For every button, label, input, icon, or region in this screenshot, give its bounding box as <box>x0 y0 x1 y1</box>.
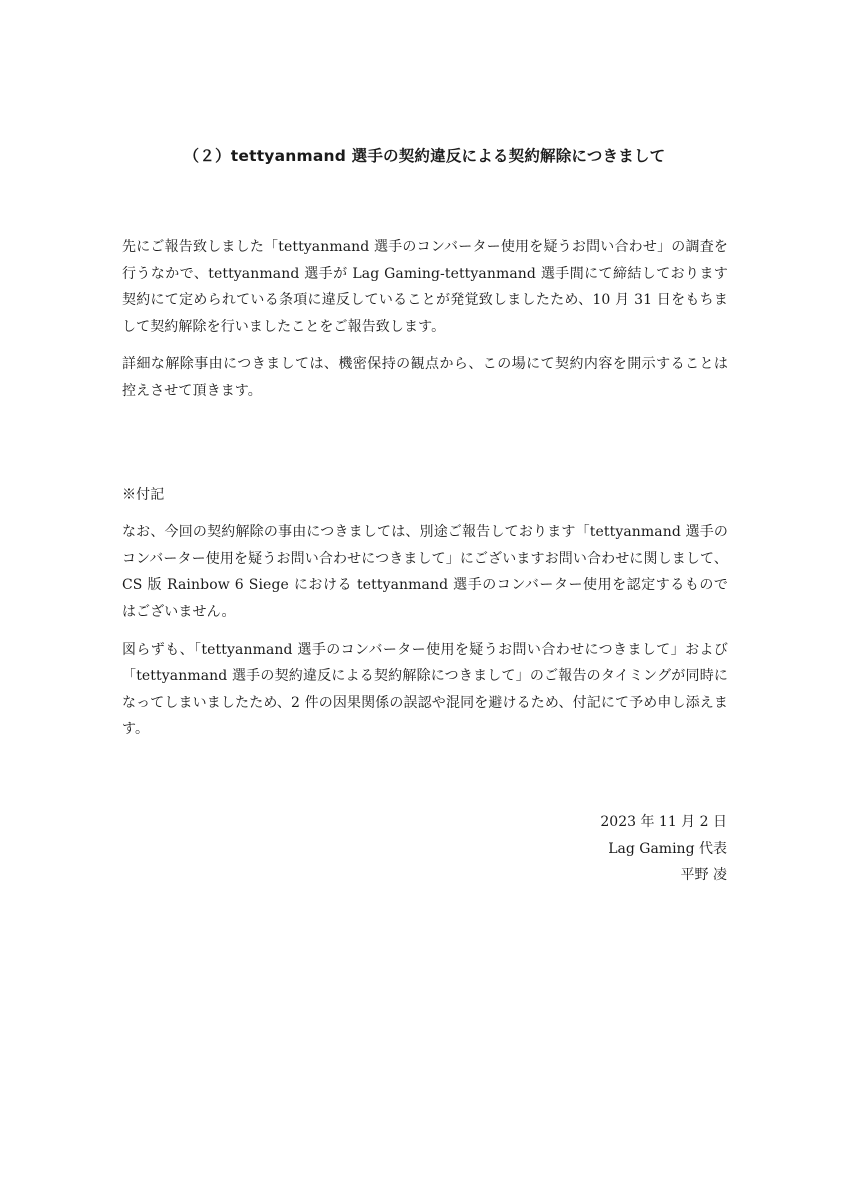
document-body <box>122 234 728 754</box>
body-paragraph-2: 詳細な解除事由につきましては、機密保持の観点から、この場にて契約内容を開示することは控えさせて頂きます。 <box>122 356 728 399</box>
signature-date: 2023 年 11 月 2 日 <box>600 814 727 830</box>
body-paragraph-1: 先にご報告致しました「tettyanmand 選手のコンバーター使用を疑うお問い合わせ」の調査を行うなかで、tettyanmand 選手が Lag Gaming‐tettyanmand 選手間にて締結しております契約にて定められている条項に違反していることが発覚致しましたため、10 月 31 日をもちまして契約解除を行いましたことをご報告致します。 <box>122 239 728 335</box>
note-paragraph-1: なお、今回の契約解除の事由につきましては、別途ご報告しております「tettyanmand 選手のコンバーター使用を疑うお問い合わせにつきまして」にございますお問い合わせに関しまして、CS 版 Rainbow 6 Siege における tettyanmand 選手のコンバーター使用を認定するものではございません。 <box>122 524 728 620</box>
note-paragraph-2: 図らずも、「tettyanmand 選手のコンバーター使用を疑うお問い合わせにつきまして」および「tettyanmand 選手の契約違反による契約解除につきまして」のご報告のタイミングが同時になってしまいましたため、2 件の因果関係の誤認や混同を避けるため、付記にて予め申し添えます。 <box>122 641 728 738</box>
signature-organization: Lag Gaming 代表 <box>608 840 727 857</box>
section-spacer <box>122 416 728 482</box>
note-label: ※付記 <box>122 486 165 503</box>
signature-block <box>600 809 727 889</box>
document-title: （２）tettyanmand 選手の契約違反による契約解除につきまして <box>183 147 666 165</box>
signature-name: 平野 凌 <box>680 867 727 884</box>
